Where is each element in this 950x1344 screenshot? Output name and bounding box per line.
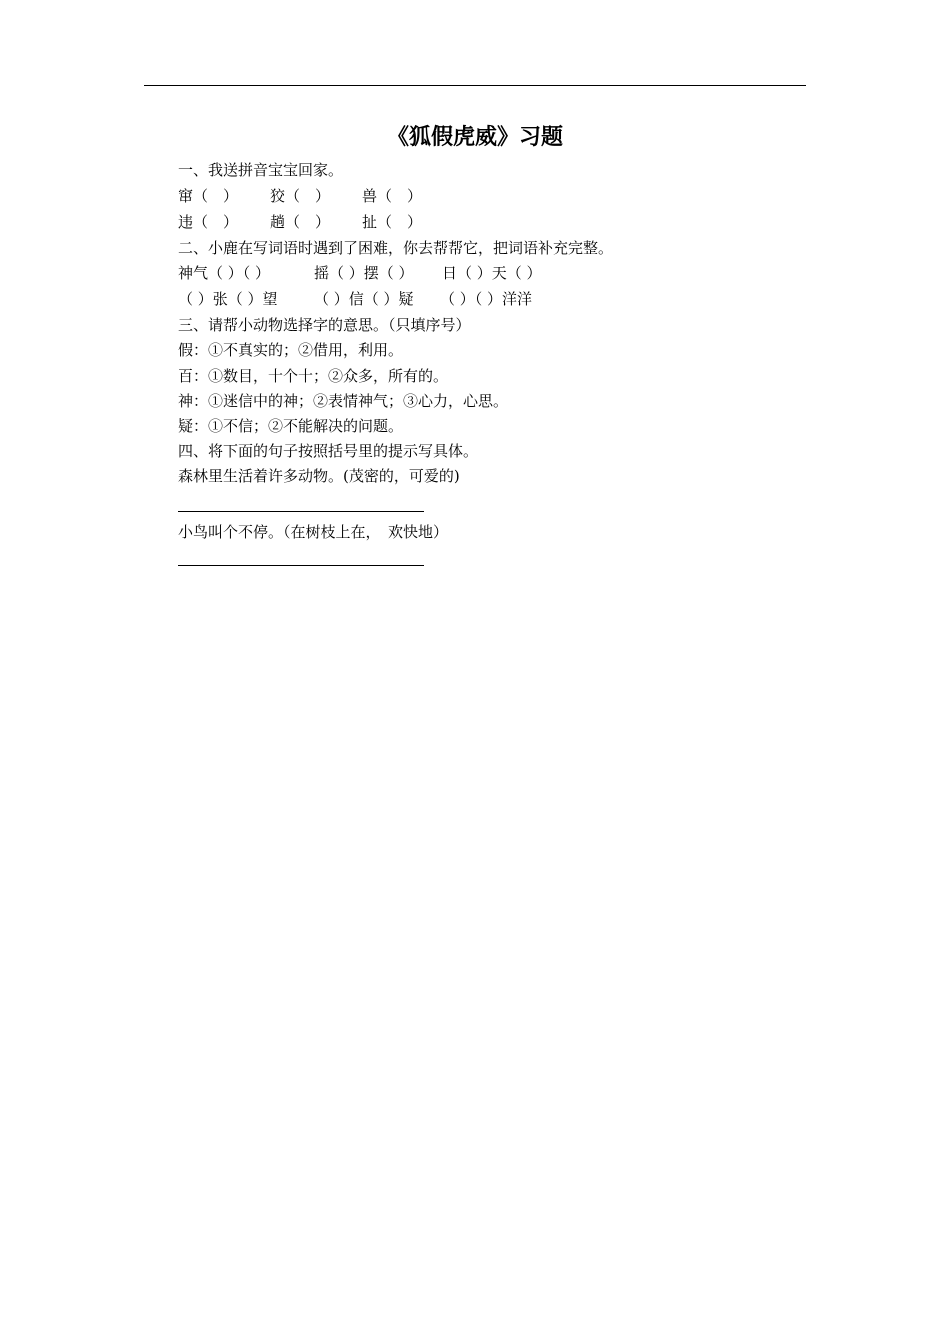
meaning-item: 神：①迷信中的神；②表情神气；③心力，心思。 (178, 392, 509, 410)
idiom-item: 日（ ）天（ ） (442, 264, 542, 282)
section-1-heading: 一、我送拼音宝宝回家。 (178, 161, 344, 179)
answer-line-1 (178, 511, 424, 512)
pinyin-item: 违（ ） (178, 213, 239, 231)
meaning-item: 百：①数目，十个十；②众多，所有的。 (178, 367, 449, 385)
idiom-item: 神气（ ）（ ） (178, 264, 271, 282)
section-3-heading: 三、请帮小动物选择字的意思。（只填序号） (178, 316, 471, 334)
pinyin-item: 兽（ ） (362, 187, 423, 205)
pinyin-item: 窜（ ） (178, 187, 239, 205)
page-title: 《狐假虎威》习题 (386, 124, 563, 150)
meaning-item: 假：①不真实的；②借用，利用。 (178, 341, 404, 359)
idiom-item: （ ）信（ ）疑 (314, 290, 414, 308)
sentence-1: 森林里生活着许多动物。(茂密的，可爱的) (178, 467, 460, 485)
pinyin-item: 趟（ ） (270, 213, 331, 231)
section-4-heading: 四、将下面的句子按照括号里的提示写具体。 (178, 442, 479, 460)
pinyin-item: 扯（ ） (362, 213, 423, 231)
sentence-2: 小鸟叫个不停。（在树枝上在， 欢快地） (178, 523, 449, 541)
header-rule (144, 85, 806, 86)
answer-line-2 (178, 565, 424, 566)
meaning-item: 疑：①不信；②不能解决的问题。 (178, 417, 404, 435)
idiom-item: （ ）张（ ）望 (178, 290, 278, 308)
pinyin-item: 狡（ ） (270, 187, 331, 205)
section-2-heading: 二、小鹿在写词语时遇到了困难，你去帮帮它，把词语补充完整。 (178, 239, 614, 257)
idiom-item: 摇（ ）摆（ ） (314, 264, 414, 282)
idiom-item: （ ）（ ）洋洋 (440, 290, 533, 308)
